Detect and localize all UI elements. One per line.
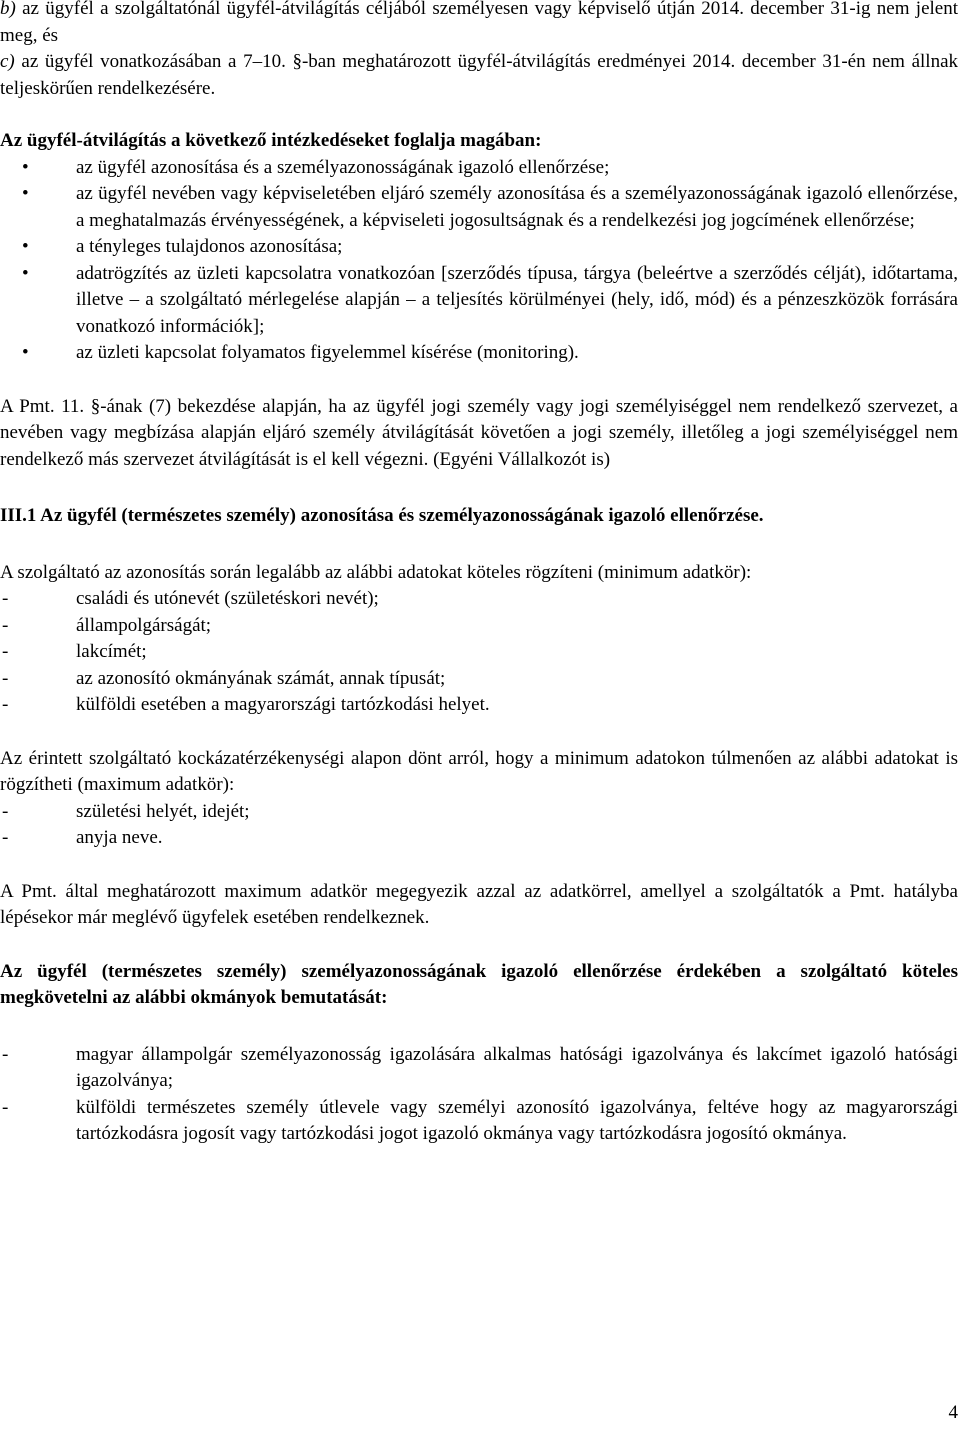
- bullet-icon: •: [22, 183, 29, 204]
- list-item-text: lakcímét;: [76, 641, 147, 662]
- intro-item-c: [0, 49, 958, 102]
- dash-icon: -: [2, 641, 9, 662]
- dash-icon: -: [2, 1043, 9, 1065]
- dash-icon: -: [2, 827, 9, 848]
- dash-icon: -: [2, 667, 9, 689]
- list-item-text: az ügyfél azonosítása és a személyazonosságának igazoló ellenőrzése;: [76, 156, 610, 178]
- minimum-intro: A szolgáltató az azonosítás során legalább az alábbi adatokat köteles rögzíteni (minimum adatkör):: [0, 561, 752, 583]
- list-item: [0, 586, 958, 613]
- measures-list: [0, 155, 958, 367]
- bullet-icon: •: [22, 236, 29, 257]
- list-item: [0, 692, 958, 719]
- list-item-text: külföldi természetes személy útlevele vagy személyi azonosító igazolványa, feltéve hogy az magyarországi tartózkodásra jogosít vagy tartózkodási jogot igazoló okmánya vagy tartózkodásra jogosító okmánya.: [76, 1096, 958, 1144]
- list-item: [0, 799, 958, 826]
- list-item: [0, 613, 958, 640]
- section-heading: III.1 Az ügyfél (természetes személy) azonosítása és személyazonosságának igazoló ellenőrzése.: [0, 505, 764, 526]
- bullet-icon: •: [22, 262, 29, 284]
- list-item-text: anyja neve.: [76, 827, 163, 848]
- list-item-text: családi és utónevét (születéskori nevét);: [76, 588, 379, 609]
- list-item-text: születési helyét, idejét;: [76, 800, 250, 822]
- bullet-icon: •: [22, 156, 29, 178]
- list-item: [0, 340, 958, 367]
- intro-item-b: [0, 0, 958, 49]
- dash-icon: -: [2, 694, 9, 715]
- pmt-max-paragraph: A Pmt. által meghatározott maximum adatkör megegyezik azzal az adatkörrel, amellyel a szolgáltatók a Pmt. hatályba lépésekor már meglévő ügyfelek esetében rendelkeznek.: [0, 880, 958, 928]
- list-item: [0, 1042, 958, 1095]
- list-item-text: az üzleti kapcsolat folyamatos figyelemmel kísérése (monitoring).: [76, 342, 579, 363]
- documents-list: [0, 1042, 958, 1148]
- list-item-text: magyar állampolgár személyazonosság igazolására alkalmas hatósági igazolványa és lakcímet igazoló hatósági igazolványa;: [76, 1043, 958, 1091]
- list-item: [0, 1095, 958, 1148]
- page-number: 4: [948, 1402, 958, 1423]
- measures-heading: Az ügyfél-átvilágítás a következő intézkedéseket foglalja magában:: [0, 130, 542, 151]
- intro-item-c-text: az ügyfél vonatkozásában a 7–10. §-ban meghatározott ügyfél-átvilágítás eredményei 2014. december 31-én nem állnak teljeskörűen rendelkezésére.: [0, 51, 959, 99]
- intro-item-b-label: b): [0, 0, 16, 19]
- list-item: [0, 234, 958, 261]
- list-item-text: az ügyfél nevében vagy képviseletében eljáró személy azonosítása és a személyazonosságának igazoló ellenőrzése, a meghatalmazás érvényességének, a képviseleti jogosultságnak és a rendelkezési jog jogcímének ellenőrzése;: [76, 183, 958, 231]
- list-item-text: az azonosító okmányának számát, annak típusát;: [76, 667, 446, 689]
- list-item: [0, 155, 958, 182]
- list-item-text: a tényleges tulajdonos azonosítása;: [76, 236, 343, 257]
- list-item: [0, 639, 958, 666]
- dash-icon: -: [2, 1096, 9, 1118]
- list-item: [0, 825, 958, 852]
- dash-icon: -: [2, 614, 9, 636]
- dash-icon: -: [2, 588, 9, 609]
- list-item: [0, 261, 958, 341]
- list-item-text: állampolgárságát;: [76, 614, 212, 636]
- list-item-text: adatrögzítés az üzleti kapcsolatra vonatkozóan [szerződés típusa, tárgya (beleértve a szerződés célját), időtartama, illetve – a szolgáltató mérlegelése alapján – a teljesítés körülményei (hely, idő, mód) és a pénzeszközök forrására vonatkozó információk];: [76, 262, 958, 337]
- intro-item-c-label: c): [0, 51, 15, 72]
- intro-item-b-text: az ügyfél a szolgáltatónál ügyfél-átvilágítás céljából személyesen vagy képviselő útján 2014. december 31-ig nem jelent meg, és: [0, 0, 959, 46]
- documents-heading: Az ügyfél (természetes személy) személyazonosságának igazoló ellenőrzése érdekében a szolgáltató köteles megkövetelni az alábbi okmányok bemutatását:: [0, 960, 958, 1008]
- maximum-list: [0, 799, 958, 852]
- minimum-list: [0, 586, 958, 719]
- list-item: [0, 666, 958, 693]
- list-item-text: külföldi esetében a magyarországi tartózkodási helyet.: [76, 694, 490, 715]
- pmt-paragraph: A Pmt. 11. §-ának (7) bekezdése alapján, ha az ügyfél jogi személy vagy jogi személyiséggel nem rendelkező szervezet, a nevében vagy megbízása alapján eljáró személy átvilágítását követően a jogi személy, illetőleg a jogi személyiséggel nem rendelkező más szervezet átvilágítását is el kell végezni. (Egyéni Vállalkozót is): [0, 395, 958, 470]
- list-item: [0, 181, 958, 234]
- dash-icon: -: [2, 800, 9, 822]
- maximum-intro: Az érintett szolgáltató kockázatérzékenységi alapon dönt arról, hogy a minimum adatokon túlmenően az alábbi adatokat is rögzítheti (maximum adatkör):: [0, 747, 958, 795]
- bullet-icon: •: [22, 342, 29, 363]
